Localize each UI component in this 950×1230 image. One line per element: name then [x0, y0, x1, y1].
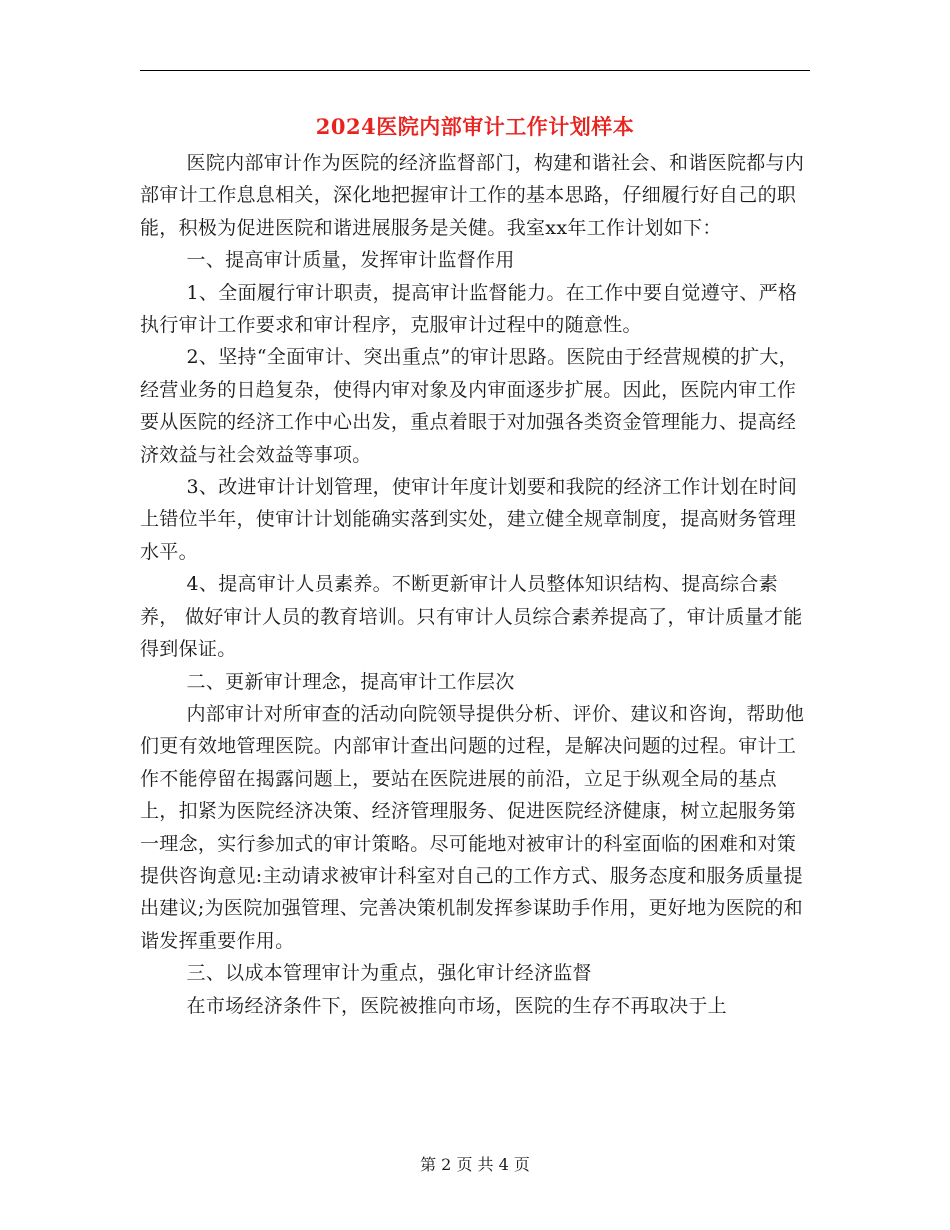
section-heading-2: 二、更新审计理念，提高审计工作层次: [186, 670, 515, 693]
paragraph-item-3: 3、改进审计计划管理，使审计年度计划要和我院的经济工作计划在时间上错位半年，使审计计划能确实落到实处，建立健全规章制度，提高财务管理水平。: [140, 476, 798, 563]
section-heading-3: 三、以成本管理审计为重点，强化审计经济监督: [186, 962, 592, 985]
document-body: [140, 147, 810, 1022]
paragraph-section-2: 内部审计对所审查的活动向院领导提供分析、评价、建议和咨询，帮助他们更有效地管理医院。内部审计查出问题的过程，是解决问题的过程。审计工作不能停留在揭露问题上，要站在医院进展的前沿，立足于纵观全局的基点上，扣紧为医院经济决策、经济管理服务、促进医院经济健康，树立起服务第一理念，实行参加式的审计策略。尽可能地对被审计的科室面临的困难和对策提供咨询意见:主动请求被审计科室对自己的工作方式、服务态度和服务质量提出建议;为医院加强管理、完善决策机制发挥参谋助手作用，更好地为医院的和谐发挥重要作用。: [140, 702, 805, 952]
paragraph-item-1: 1、全面履行审计职责，提高审计监督能力。在工作中要自觉遵守、严格执行审计工作要求和审计程序，克服审计过程中的随意性。: [140, 281, 798, 337]
page-number-label: 第 2 页 共 4 页: [420, 1155, 530, 1174]
paragraph-item-2: 2、坚持“全面审计、突出重点”的审计思路。医院由于经营规模的扩大，经营业务的日趋复杂，使得内审对象及内审面逐步扩展。因此，医院内审工作要从医院的经济工作中心出发，重点着眼于对加强各类资金管理能力、提高经济效益与社会效益等事项。: [140, 346, 798, 466]
document-title: 2024医院内部审计工作计划样本: [315, 114, 635, 139]
paragraph-section-3: 在市场经济条件下，医院被推向市场，医院的生存不再取决于上: [186, 994, 727, 1017]
section-heading-1: 一、提高审计质量，发挥审计监督作用: [186, 249, 515, 272]
paragraph-item-4: 4、提高审计人员素养。不断更新审计人员整体知识结构、提高综合素养， 做好审计人员的教育培训。只有审计人员综合素养提高了，审计质量才能得到保证。: [140, 573, 803, 661]
header-rule: [140, 70, 810, 71]
paragraph-intro: 医院内部审计作为医院的经济监督部门，构建和谐社会、和谐医院都与内部审计工作息息相关，深化地把握审计工作的基本思路，仔细履行好自己的职能，积极为促进医院和谐进展服务是关健。我室xx年工作计划如下：: [140, 152, 805, 239]
page-footer: [0, 1153, 950, 1177]
